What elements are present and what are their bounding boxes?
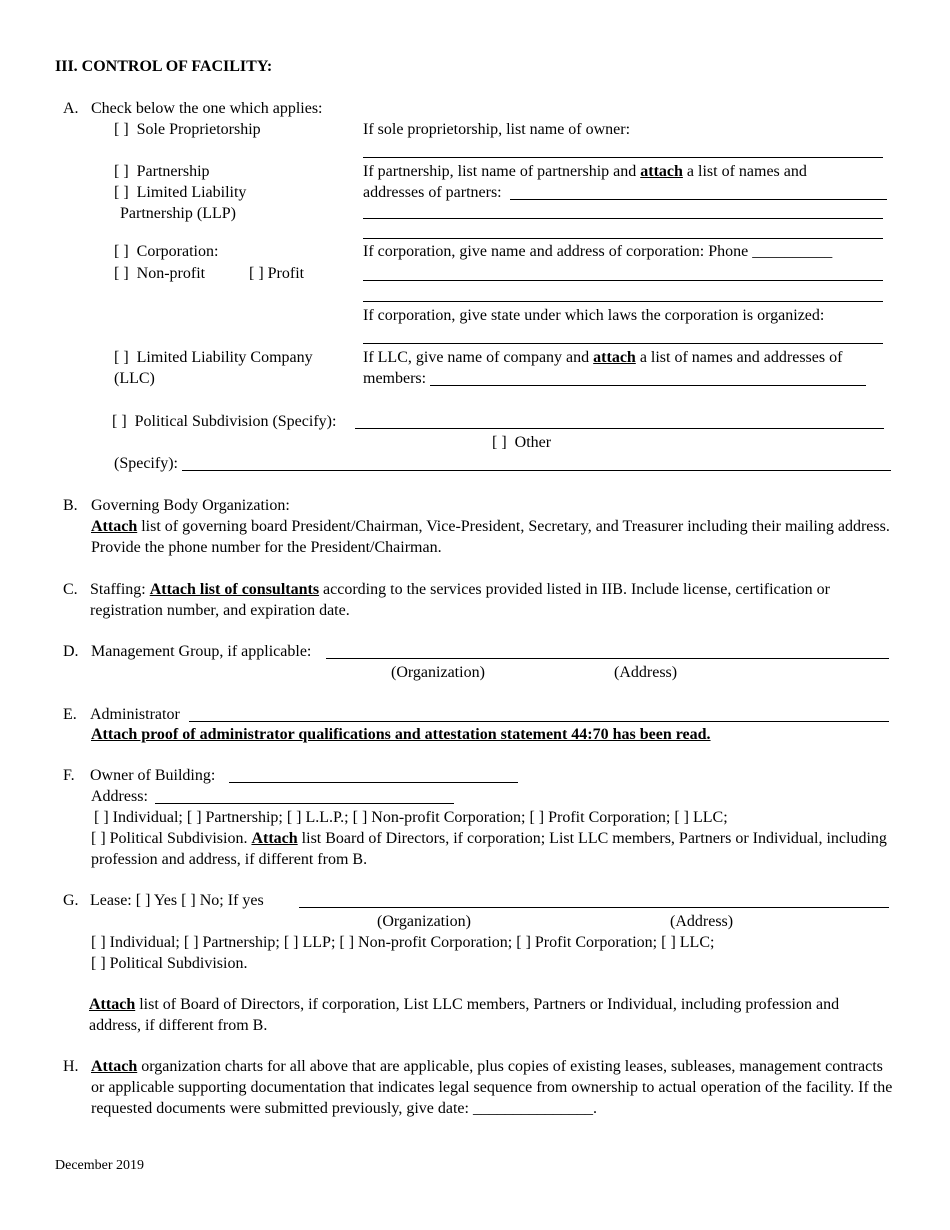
owner-address-field[interactable] <box>155 803 454 804</box>
attach-emphasis: attach <box>593 349 636 366</box>
item-letter-f: F. <box>63 767 75 784</box>
llc-label: Limited Liability Company <box>136 349 313 366</box>
corporation-field[interactable] <box>363 280 883 281</box>
attach-emphasis: Attach <box>89 996 136 1013</box>
item-a-intro: Check below the one which applies: <box>91 100 323 117</box>
item-letter-c: C. <box>63 581 78 598</box>
other-specify-label: (Specify): <box>114 455 178 472</box>
profit-label: Profit <box>267 265 305 282</box>
owner-of-building-label: Owner of Building: <box>90 767 216 784</box>
item-letter-h: H. <box>63 1058 79 1075</box>
organization-charts-text: Attach organization charts for all above that are applicable, plus copies of existing leases, subleases, management contracts or applicable supporting documentation that indicates legal sequence from ownership to actual operation of the facility. If the requested documents were submitted previously, give date: _______________. <box>91 1058 893 1117</box>
item-letter-g: G. <box>63 892 79 909</box>
sole-proprietorship-instruction: If sole proprietorship, list name of owner: <box>363 121 631 138</box>
section-heading: III. CONTROL OF FACILITY: <box>55 58 273 75</box>
attach-emphasis: attach <box>640 163 683 180</box>
partners-field[interactable] <box>510 199 887 200</box>
attach-emphasis: Attach <box>91 518 138 535</box>
checkbox: [ ] <box>492 434 507 451</box>
corporation-instruction: If corporation, give name and address of corporation: Phone __________ <box>363 243 833 260</box>
checkbox: [ ] <box>114 163 129 180</box>
staffing-text: Staffing: Attach list of consultants according to the services provided listed in IIB. Include license, certification or registration number, and expiration date. <box>90 581 830 619</box>
administrator-label: Administrator <box>90 706 180 723</box>
governing-body-text: Attach list of governing board President/Chairman, Vice-President, Secretary, and Treasurer including their mailing address. Provide the phone number for the President/Chairman. <box>91 518 890 556</box>
owner-address-label: Address: <box>91 788 148 805</box>
corporation-option[interactable] <box>114 242 218 263</box>
other-option[interactable] <box>492 433 551 454</box>
llc-option[interactable] <box>114 348 313 369</box>
corporation-state-field[interactable] <box>363 343 883 344</box>
attach-emphasis: Attach <box>251 830 298 847</box>
llp-label: Limited Liability <box>136 184 247 201</box>
llp-label-line2: Partnership (LLP) <box>120 205 236 222</box>
political-subdivision-field[interactable] <box>355 428 884 429</box>
nonprofit-option[interactable] <box>114 264 205 285</box>
corporation-state-instruction: If corporation, give state under which laws the corporation is organized: <box>363 307 825 324</box>
address-caption: (Address) <box>670 913 734 930</box>
lease-attach-text: Attach list of Board of Directors, if corporation, List LLC members, Partners or Individual, including profession and address, if different from B. <box>89 996 840 1034</box>
attach-emphasis: Attach list of consultants <box>149 581 320 598</box>
owner-political-text: [ ] Political Subdivision. Attach list Board of Directors, if corporation; List LLC members, Partners or Individual, including profession and address, if different from B. <box>91 830 887 868</box>
owner-of-building-field[interactable] <box>229 782 518 783</box>
lease-political-option[interactable]: [ ] Political Subdivision. <box>91 955 248 972</box>
partnership-instruction: If partnership, list name of partnership and attach a list of names and <box>363 163 807 180</box>
other-specify-field[interactable] <box>182 470 891 471</box>
management-group-label: Management Group, if applicable: <box>91 643 312 660</box>
partners-field-line3[interactable] <box>363 238 883 239</box>
address-caption: (Address) <box>614 664 678 681</box>
owner-name-field[interactable] <box>363 157 883 158</box>
other-label: Other <box>514 434 552 451</box>
organization-caption: (Organization) <box>391 664 485 681</box>
administrator-field[interactable] <box>189 721 889 722</box>
partnership-option[interactable] <box>114 162 210 183</box>
attach-emphasis: Attach <box>91 1058 138 1075</box>
profit-option[interactable] <box>249 264 304 285</box>
item-letter-d: D. <box>63 643 79 660</box>
political-subdivision-option[interactable] <box>112 412 336 433</box>
corporation-label: Corporation: <box>136 243 219 260</box>
item-letter-e: E. <box>63 706 77 723</box>
llc-label-line2: (LLC) <box>114 370 155 387</box>
nonprofit-label: Non-profit <box>136 265 206 282</box>
political-subdivision-label: Political Subdivision (Specify): <box>134 413 337 430</box>
governing-body-title: Governing Body Organization: <box>91 497 290 514</box>
footer-date: December 2019 <box>55 1158 145 1173</box>
administrator-attach-note: Attach proof of administrator qualifications and attestation statement 44:70 has been read. <box>91 726 711 743</box>
item-letter-b: B. <box>63 497 78 514</box>
item-letter-a: A. <box>63 100 79 117</box>
management-group-field[interactable] <box>326 658 889 659</box>
sole-proprietorship-option[interactable] <box>114 120 261 141</box>
checkbox: [ ] <box>114 349 129 366</box>
llc-instruction: If LLC, give name of company and attach a list of names and addresses of <box>363 349 843 366</box>
lease-type-options[interactable]: [ ] Individual; [ ] Partnership; [ ] LLP; [ ] Non-profit Corporation; [ ] Profit Corporation; [ ] LLC; <box>91 934 715 951</box>
owner-type-options[interactable]: [ ] Individual; [ ] Partnership; [ ] L.L.P.; [ ] Non-profit Corporation; [ ] Profit Corporation; [ ] LLC; <box>94 809 728 826</box>
checkbox: [ ] <box>114 265 129 282</box>
partners-addresses-instruction: addresses of partners: <box>363 184 502 201</box>
llp-option[interactable] <box>114 183 246 204</box>
checkbox: [ ] <box>112 413 127 430</box>
lease-label[interactable]: Lease: [ ] Yes [ ] No; If yes <box>90 892 264 909</box>
checkbox: [ ] <box>114 121 129 138</box>
lease-field[interactable] <box>299 907 889 908</box>
checkbox: [ ] <box>114 243 129 260</box>
partners-field-line2[interactable] <box>363 218 883 219</box>
organization-caption: (Organization) <box>377 913 471 930</box>
partnership-label: Partnership <box>136 163 210 180</box>
llc-members-instruction: members: <box>363 370 427 387</box>
llc-members-field[interactable] <box>430 385 866 386</box>
checkbox: [ ] <box>249 265 264 282</box>
sole-proprietorship-label: Sole Proprietorship <box>136 121 261 138</box>
checkbox: [ ] <box>114 184 129 201</box>
corporation-field-line2[interactable] <box>363 301 883 302</box>
